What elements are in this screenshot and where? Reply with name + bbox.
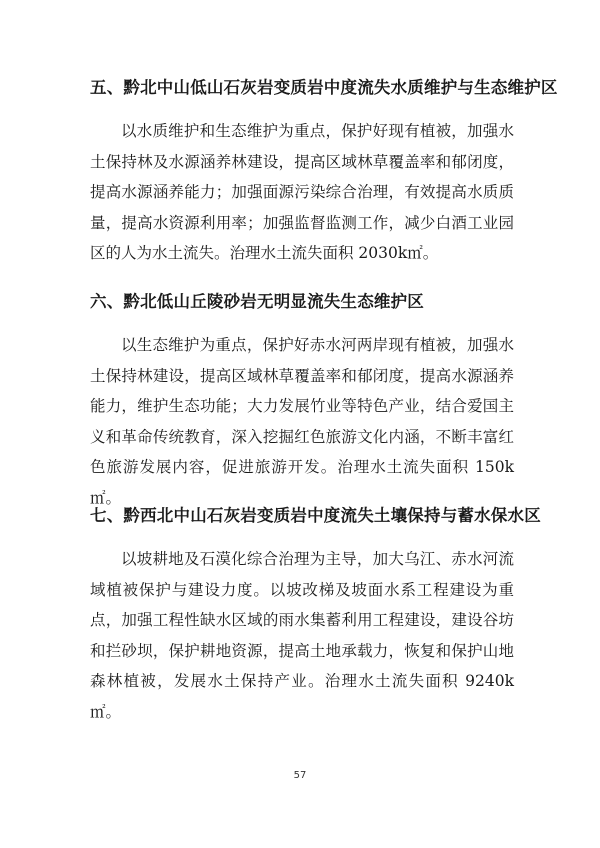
section-5-body: 以水质维护和生态维护为重点，保护好现有植被，加强水土保持林及水源涵养林建设，提高区域林草覆盖率和郁闭度，提高水源涵养能力；加强面源污染综合治理，有效提高水质质量，提高水资源利用率；加强监督监测工作，减少白酒工业园区的人为水土流失。治理水土流失面积 2030k㎡。 bbox=[90, 122, 514, 262]
section-6-body: 以生态维护为重点，保护好赤水河两岸现有植被，加强水土保持林建设，提高区域林草覆盖率和郁闭度，提高水源涵养能力，维护生态功能；大力发展竹业等特色产业，结合爱国主义和革命传统教育，深入挖掘红色旅游文化内涵，不断丰富红色旅游发展内容，促进旅游开发。治理水土流失面积 150k㎡。 bbox=[90, 336, 514, 507]
section-7-heading: 七、黔西北中山石灰岩变质岩中度流失土壤保持与蓄水保水区 bbox=[90, 506, 541, 525]
section-5-heading: 五、黔北中山低山石灰岩变质岩中度流失水质维护与生态维护区 bbox=[90, 78, 558, 97]
section-7-body: 以坡耕地及石漠化综合治理为主导，加大乌江、赤水河流域植被保护与建设力度。以坡改梯及坡面水系工程建设为重点，加强工程性缺水区域的雨水集蓄利用工程建设，建设谷坊和拦砂坝，保护耕地资源，提高土地承载力，恢复和保护山地森林植被，发展水土保持产业。治理水土流失面积 9240k㎡。 bbox=[90, 550, 514, 721]
page-number: 57 bbox=[293, 770, 307, 781]
section-6-heading: 六、黔北低山丘陵砂岩无明显流失生态维护区 bbox=[90, 292, 424, 311]
